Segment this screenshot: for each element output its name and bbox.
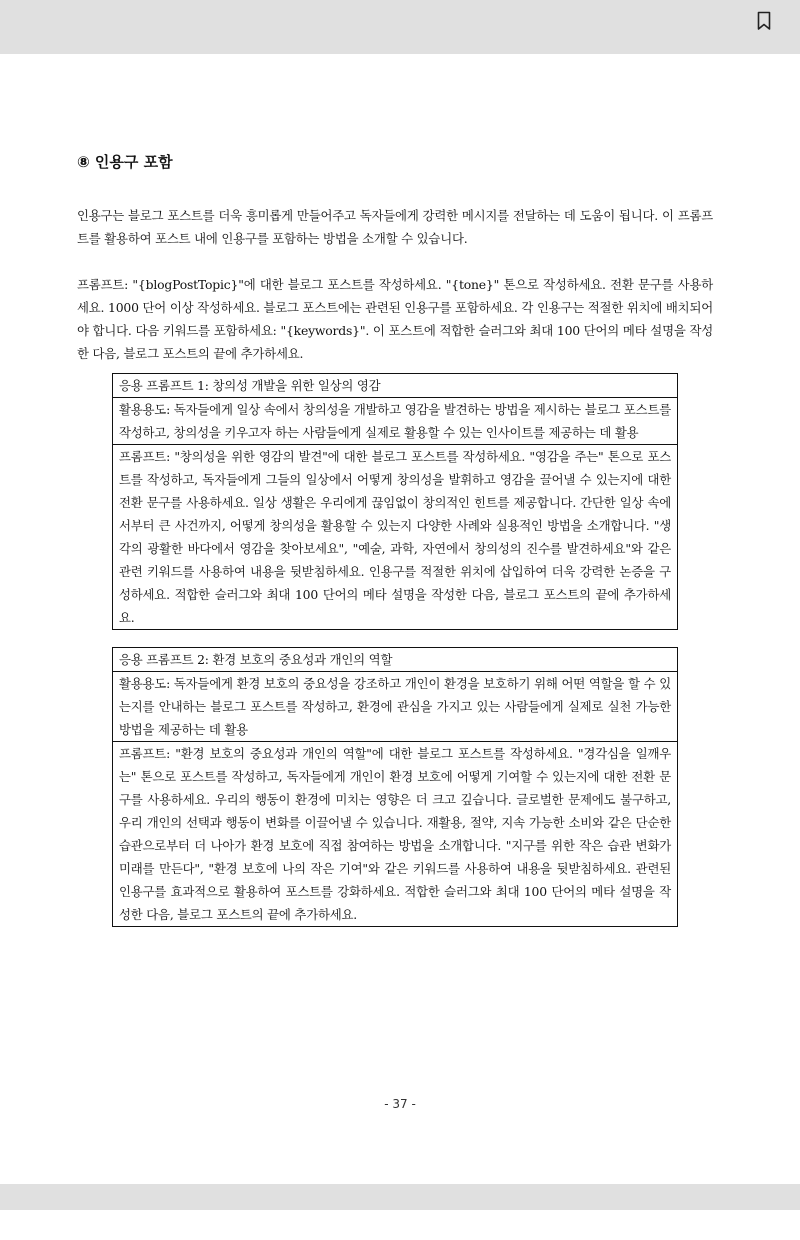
example-table-1	[112, 373, 678, 630]
example-usage: 활용용도: 독자들에게 일상 속에서 창의성을 개발하고 영감을 발견하는 방법을 제시하는 블로그 포스트를 작성하고, 창의성을 키우고자 하는 사람들에게 실제로 활용할 수 있는 인사이트를 제공하는 데 활용	[113, 398, 678, 445]
example-table-2	[112, 647, 678, 927]
intro-paragraph: 인용구는 블로그 포스트를 더욱 흥미롭게 만들어주고 독자들에게 강력한 메시지를 전달하는 데 도움이 됩니다. 이 프롬프트를 활용하여 포스트 내에 인용구를 포함하는 방법을 소개할 수 있습니다.	[77, 208, 713, 246]
example-title: 응용 프롬프트 2: 환경 보호의 중요성과 개인의 역할	[113, 648, 678, 672]
section-title: ⑧ 인용구 포함	[77, 153, 173, 171]
example-prompt: 프롬프트: "환경 보호의 중요성과 개인의 역할"에 대한 블로그 포스트를 작성하세요. "경각심을 일깨우는" 톤으로 포스트를 작성하고, 독자들에게 개인이 환경 보호에 어떻게 기여할 수 있는지에 대한 전환 문구를 사용하세요. 우리의 행동이 환경에 미치는 영향은 더 크고 깊습니다. 글로벌한 문제에도 불구하고, 우리 개인의 선택과 행동이 변화를 이끌어낼 수 있습니다. 재활용, 절약, 지속 가능한 소비와 같은 단순한 습관으로부터 더 나아가 환경 보호에 직접 참여하는 방법을 소개합니다. "지구를 위한 작은 습관 변화가 미래를 만든다", "환경 보호에 나의 작은 기여"와 같은 키워드를 사용하여 내용을 뒷받침하세요. 관련된 인용구를 효과적으로 활용하여 포스트를 강화하세요. 적합한 슬러그와 최대 100 단어의 메타 설명을 작성한 다음, 블로그 포스트의 끝에 추가하세요.	[113, 742, 678, 927]
bottom-toolbar	[0, 1184, 800, 1210]
top-toolbar	[0, 0, 800, 54]
prompt-paragraph: 프롬프트: "{blogPostTopic}"에 대한 블로그 포스트를 작성하세요. "{tone}" 톤으로 작성하세요. 전환 문구를 사용하세요. 1000 단어 이상 작성하세요. 블로그 포스트에는 관련된 인용구를 포함하세요. 각 인용구는 적절한 위치에 배치되어야 합니다. 다음 키워드를 포함하세요: "{keywords}". 이 포스트에 적합한 슬러그와 최대 100 단어의 메타 설명을 작성한 다음, 블로그 포스트의 끝에 추가하세요.	[77, 277, 713, 361]
example-prompt: 프롬프트: "창의성을 위한 영감의 발견"에 대한 블로그 포스트를 작성하세요. "영감을 주는" 톤으로 포스트를 작성하고, 독자들에게 그들의 일상에서 어떻게 창의성을 발휘하고 영감을 끌어낼 수 있는지에 대한 전환 문구를 사용하세요. 일상 생활은 우리에게 끊임없이 창의적인 힌트를 제공합니다. 간단한 일상 속에서부터 큰 사건까지, 어떻게 창의성을 활용할 수 있는지 다양한 사례와 실용적인 방법을 소개합니다. "생각의 광활한 바다에서 영감을 찾아보세요", "예술, 과학, 자연에서 창의성의 진수를 발견하세요"와 같은 관련 키워드를 사용하여 내용을 뒷받침하세요. 인용구를 적절한 위치에 삽입하여 더욱 강력한 논증을 구성하세요. 적합한 슬러그와 최대 100 단어의 메타 설명을 작성한 다음, 블로그 포스트의 끝에 추가하세요.	[113, 445, 678, 630]
page-number: - 37 -	[384, 1097, 416, 1111]
bookmark-icon	[756, 11, 772, 31]
example-usage: 활용용도: 독자들에게 환경 보호의 중요성을 강조하고 개인이 환경을 보호하기 위해 어떤 역할을 할 수 있는지를 안내하는 블로그 포스트를 작성하고, 환경에 관심을 가지고 있는 사람들에게 실제로 실천 가능한 방법을 제공하는 데 활용	[113, 672, 678, 742]
bookmark-button[interactable]	[756, 11, 772, 31]
document-page	[77, 150, 713, 927]
example-title: 응용 프롬프트 1: 창의성 개발을 위한 일상의 영감	[113, 374, 678, 398]
